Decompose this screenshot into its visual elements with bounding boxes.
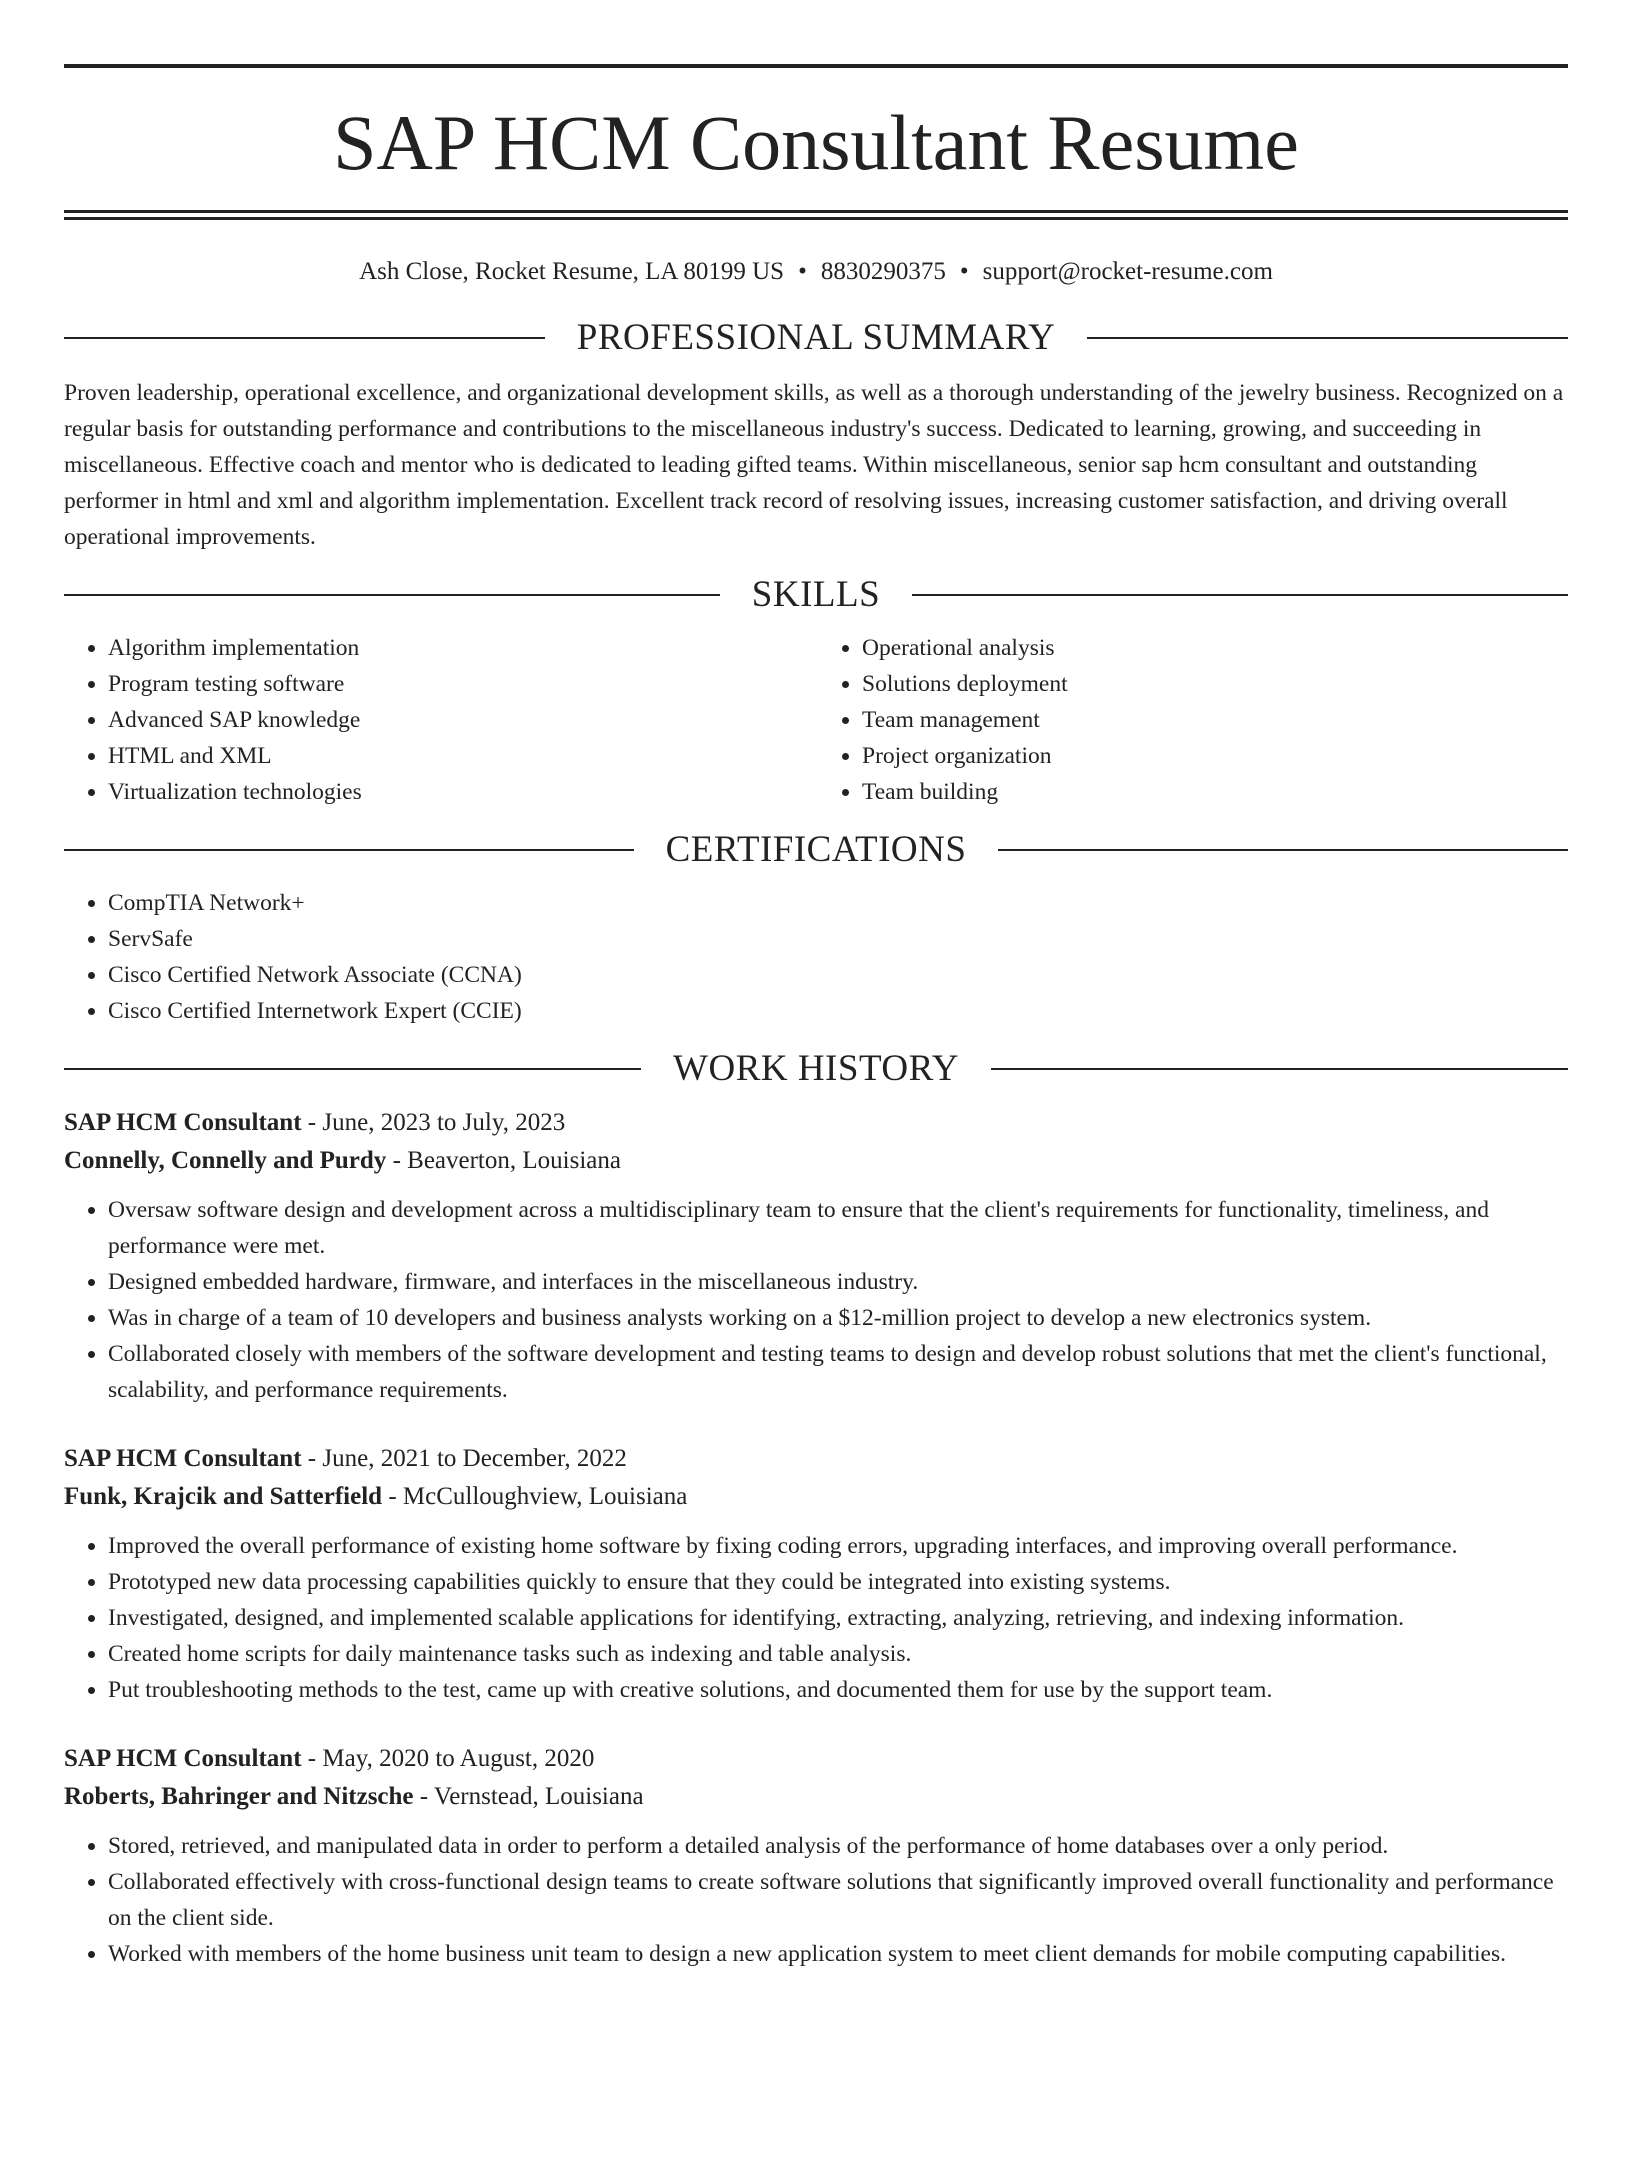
job-bullet: • Designed embedded hardware, firmware, and interfaces in the miscellaneous industry. [108, 1264, 1568, 1300]
job-entry [64, 1440, 1568, 1708]
section-heading-certifications [64, 828, 1568, 871]
job-bullet: • Collaborated effectively with cross-functional design teams to create software solutions that significantly improved overall functionality and performance on the client side. [108, 1864, 1568, 1936]
job-bullet: • Oversaw software design and development across a multidisciplinary team to ensure that the client's requirements for functionality, timeliness, and performance were met. [108, 1192, 1568, 1264]
skill-item: • Project organization [862, 738, 1568, 774]
job-bullet: • Was in charge of a team of 10 developers and business analysts working on a $12-million project to develop a new electronics system. [108, 1300, 1568, 1336]
job-bullet: • Worked with members of the home business unit team to design a new application system to meet client demands for mobile computing capabilities. [108, 1936, 1568, 1972]
job-dates: May, 2020 to August, 2020 [322, 1745, 595, 1772]
job-title: SAP HCM Consultant [64, 1109, 302, 1136]
heading-rule [64, 849, 634, 851]
skill-item: • Program testing software [108, 666, 814, 702]
skill-item: • Advanced SAP knowledge [108, 702, 814, 738]
heading-rule [1087, 337, 1568, 339]
job-dates: June, 2023 to July, 2023 [322, 1109, 566, 1136]
dash: - [301, 1745, 323, 1772]
skill-item: • Algorithm implementation [108, 630, 814, 666]
skill-item: • Team management [862, 702, 1568, 738]
job-company: Connelly, Connelly and Purdy [64, 1147, 387, 1174]
job-bullet: • Collaborated closely with members of the software development and testing teams to design and develop robust solutions that met the client's functional, scalability, and performance requirements. [108, 1336, 1568, 1408]
job-bullet: • Stored, retrieved, and manipulated data in order to perform a detailed analysis of the performance of home databases over a only period. [108, 1828, 1568, 1864]
job-company-line [64, 1478, 1568, 1516]
skill-item: • Operational analysis [862, 630, 1568, 666]
job-company: Funk, Krajcik and Satterfield [64, 1483, 383, 1510]
title-double-rule [64, 210, 1568, 220]
job-bullet: • Improved the overall performance of existing home software by fixing coding errors, upgrading interfaces, and improving overall performance. [108, 1528, 1568, 1564]
section-title: CERTIFICATIONS [665, 829, 967, 870]
dash: - [386, 1147, 408, 1174]
heading-rule [64, 594, 720, 596]
heading-rule [991, 1068, 1568, 1070]
job-title-line [64, 1440, 1568, 1478]
skill-item: • Team building [862, 774, 1568, 810]
certifications-list [64, 885, 1568, 1029]
contact-line [64, 258, 1568, 286]
job-bullet: • Put troubleshooting methods to the test, came up with creative solutions, and documented them for use by the support team. [108, 1672, 1568, 1708]
section-title: SKILLS [751, 574, 881, 615]
job-bullet: • Investigated, designed, and implemented scalable applications for identifying, extracting, analyzing, retrieving, and indexing information. [108, 1600, 1568, 1636]
dash: - [413, 1783, 434, 1810]
section-heading-summary [64, 316, 1568, 359]
contact-separator: • [798, 258, 807, 285]
job-bullets [64, 1828, 1568, 1972]
section-heading-work-history [64, 1047, 1568, 1090]
dash: - [382, 1483, 403, 1510]
resume-title: SAP HCM Consultant Resume [333, 99, 1299, 186]
job-title-line [64, 1104, 1568, 1142]
skills-column-right [814, 630, 1568, 810]
job-company-line [64, 1142, 1568, 1180]
job-title: SAP HCM Consultant [64, 1445, 302, 1472]
skill-item: • HTML and XML [108, 738, 814, 774]
certification-item: • ServSafe [108, 921, 1568, 957]
dash: - [301, 1445, 323, 1472]
contact-email: support@rocket-resume.com [982, 258, 1273, 285]
job-location: Vernstead, Louisiana [433, 1783, 644, 1810]
job-entry [64, 1104, 1568, 1408]
heading-rule [64, 337, 545, 339]
section-heading-skills [64, 573, 1568, 616]
section-title: WORK HISTORY [673, 1048, 959, 1089]
job-entry [64, 1740, 1568, 1972]
job-location: Beaverton, Louisiana [407, 1147, 621, 1174]
skills-list [64, 630, 1568, 810]
job-location: McCulloughview, Louisiana [402, 1483, 688, 1510]
contact-phone: 8830290375 [820, 258, 946, 285]
job-bullet: • Created home scripts for daily maintenance tasks such as indexing and table analysis. [108, 1636, 1568, 1672]
job-title-line [64, 1740, 1568, 1778]
top-rule [64, 64, 1568, 68]
summary-text: Proven leadership, operational excellence, and organizational development skills, as well as a thorough understanding of the jewelry business. Recognized on a regular basis for outstanding performance and contributions to the miscellaneous industry's success. Dedicated to learning, growing, and succeeding in miscellaneous. Effective coach and mentor who is dedicated to leading gifted teams. Within miscellaneous, senior sap hcm consultant and outstanding performer in html and xml and algorithm implementation. Excellent track record of resolving issues, increasing customer satisfaction, and driving overall operational improvements. [64, 380, 1564, 550]
job-title: SAP HCM Consultant [64, 1745, 302, 1772]
certification-item: • CompTIA Network+ [108, 885, 1568, 921]
contact-separator: • [959, 258, 969, 285]
dash: - [301, 1109, 323, 1136]
job-dates: June, 2021 to December, 2022 [322, 1445, 627, 1472]
heading-rule [998, 849, 1568, 851]
job-company-line [64, 1778, 1568, 1816]
heading-rule [912, 594, 1568, 596]
skills-column-left [64, 630, 814, 810]
skill-item: • Solutions deployment [862, 666, 1568, 702]
job-bullet: • Prototyped new data processing capabilities quickly to ensure that they could be integrated into existing systems. [108, 1564, 1568, 1600]
certification-item: • Cisco Certified Internetwork Expert (CCIE) [108, 993, 1568, 1029]
heading-rule [64, 1068, 641, 1070]
job-company: Roberts, Bahringer and Nitzsche [64, 1783, 414, 1810]
contact-address: Ash Close, Rocket Resume, LA 80199 US [359, 258, 785, 285]
certification-item: • Cisco Certified Network Associate (CCNA) [108, 957, 1568, 993]
job-bullets [64, 1192, 1568, 1408]
resume-page [0, 64, 1632, 2176]
job-bullets [64, 1528, 1568, 1708]
section-title: PROFESSIONAL SUMMARY [576, 317, 1056, 358]
skill-item: • Virtualization technologies [108, 774, 814, 810]
